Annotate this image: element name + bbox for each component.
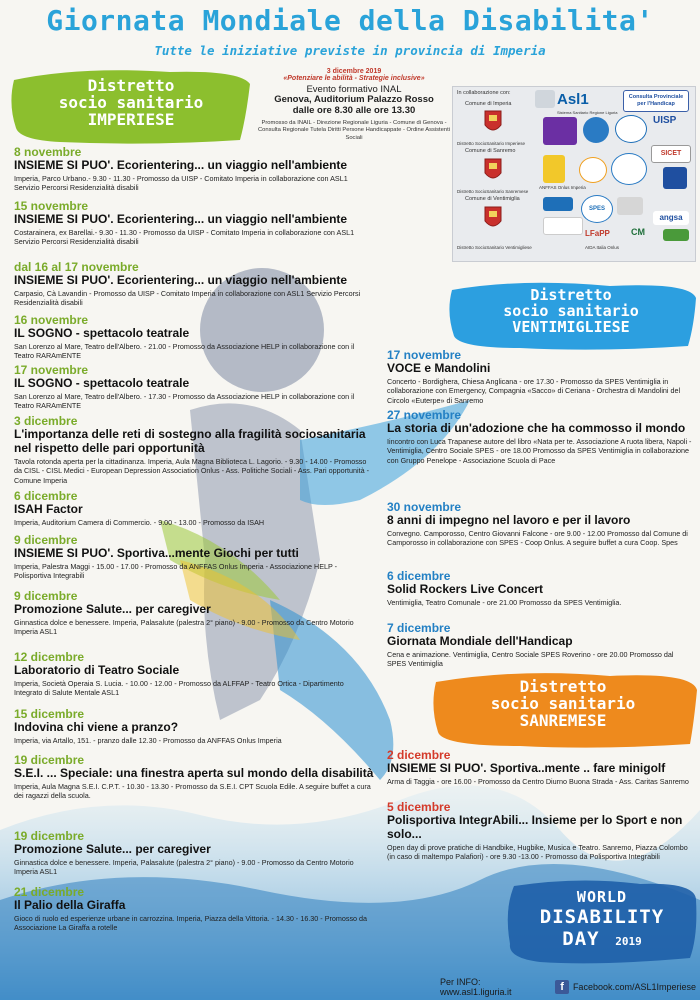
event-item	[387, 570, 692, 607]
comune-sanremo-label: Comune di Sanremo	[465, 148, 516, 154]
event-desc: Ginnastica dolce e benessere. Imperia, Palasalute (palestra 2° piano) - 9.00 - Promosso da Centro Motorio Imperia ASL1	[14, 617, 354, 637]
event-item	[14, 490, 374, 527]
district-line: Distretto	[530, 286, 612, 304]
aida-label: AIDA Italia Onlus	[585, 245, 620, 250]
lfapp-logo: LFaPP	[585, 229, 610, 238]
district-line: SANREMESE	[519, 710, 607, 730]
event-title: Promozione Salute... per caregiver	[14, 602, 211, 617]
partner-logo-icon	[663, 167, 687, 189]
event-date: 15 dicembre	[14, 707, 85, 721]
event-desc: Costarainera, ex Barellai.- 9.30 - 11.30 - Promosso da UISP - Comitato Imperia in collaborazione con ASL1 Servizio Percorsi Residenzialità disabili	[14, 227, 355, 247]
district-imperiese-heading	[12, 72, 250, 142]
event-date: 9 dicembre	[14, 589, 78, 603]
district-line: Distretto	[87, 76, 175, 95]
event-title: INSIEME SI PUO'. Ecorientering... un viaggio nell'ambiente	[14, 212, 348, 227]
event-item	[14, 200, 374, 247]
wdd-line2: DISABILITY	[539, 906, 665, 928]
event-title: Giornata Mondiale dell'Handicap	[387, 634, 573, 649]
event-item	[14, 590, 374, 637]
event-title: Indovina chi viene a pranzo?	[14, 720, 179, 735]
cm-logo: CM	[631, 227, 645, 237]
wdd-line3: DAY	[562, 928, 600, 950]
comune-imperia-label: Comune di Imperia	[465, 101, 512, 107]
facebook-page-link[interactable]: Facebook.com/ASL1Imperiese	[572, 982, 696, 992]
event-desc: Imperia, Aula Magna S.E.I. C.P.T. - 10.30 - 13.30 - Promosso da S.E.I. CPT Scuola Edile. A seguire buffet a cura dei ragazzi della scuola.	[14, 781, 371, 801]
partner-logo-icon	[543, 197, 573, 211]
event-title: ISAH Factor	[14, 502, 83, 517]
district-line: socio sanitario	[58, 92, 204, 112]
event-title: 8 anni di impegno nel lavoro e per il lavoro	[387, 513, 631, 528]
event-title: L'importanza delle reti di sostegno alla fragilità sociosanitaria nel rispetto delle pari opportunità	[14, 427, 366, 455]
event-desc: Gioco di ruolo ed esperienze urbane in carrozzina. Imperia, Piazza della Vittoria. - 14.30 - 16.30 - Promosso da Associazione La Giraffa a rotelle	[14, 913, 368, 933]
event-date: 27 novembre	[387, 408, 462, 422]
event-desc: Ginnastica dolce e benessere. Imperia, Palasalute (palestra 2° piano) - 9.00 - Promosso da Centro Motorio Imperia ASL1	[14, 857, 354, 877]
event-desc: Open day di prove pratiche di Handbike, Hugbike, Musica e Teatro. Sanremo, Piazza Colombo (in caso di maltempo Palafiori) - ore 9.30 -13.00 - Promosso da Polisportiva Integrabili	[387, 842, 688, 862]
consulta-logo: Consulta Provinciale per l'Handicap	[623, 90, 689, 112]
event-item	[14, 830, 374, 877]
inal-place: Genova, Auditorium Palazzo Rosso	[274, 94, 434, 105]
district-line: socio sanitario	[490, 693, 636, 713]
event-item	[14, 886, 374, 933]
event-title: INSIEME SI PUO'. Sportiva..mente .. fare minigolf	[387, 761, 666, 776]
event-title: Solid Rockers Live Concert	[387, 582, 544, 597]
partner-logos-panel	[452, 86, 696, 262]
facebook-icon[interactable]: f	[555, 980, 569, 994]
district-ventimigliese-heading	[448, 284, 694, 348]
event-date: 5 dicembre	[387, 800, 451, 814]
angsa-logo: angsa	[653, 211, 689, 225]
event-desc: Arma di Taggia - ore 16.00 - Promosso da Centro Diurno Buona Strada - Ass. Caritas Sanremo	[387, 776, 689, 786]
event-desc: Imperia, Parco Urbano.- 9.30 - 11.30 - Promosso da UISP - Comitato Imperia in collaborazione con ASL1 Servizio Percorsi Residenzialità disabili	[14, 173, 348, 193]
event-date: 30 novembre	[387, 500, 462, 514]
ventimiglia-crest-icon	[483, 205, 503, 231]
event-desc: Convegno. Camporosso, Centro Giovanni Falcone - ore 9.00 - 12.00 Promosso dal Comune di Camporosso in collaborazione con SPES - Coop Onlus. A seguire buffet a cura Coop. Spes	[387, 528, 688, 548]
event-date: 16 novembre	[14, 313, 89, 327]
event-title: Polisportiva IntegrAbili... Insieme per lo Sport e non solo...	[387, 813, 683, 841]
event-title: Promozione Salute... per caregiver	[14, 842, 211, 857]
event-desc: San Lorenzo al Mare, Teatro dell'Albero. - 21.00 - Promosso da Associazione HELP in collaborazione con il Teatro RARAmENTE	[14, 341, 355, 361]
event-desc: Imperia, Auditorium Camera di Commercio. - 9.00 - 13.00 - Promosso da ISAH	[14, 517, 265, 527]
uisp-logo: UISP	[653, 115, 677, 126]
event-desc: Concerto - Bordighera, Chiesa Anglicana - ore 17.30 - Promosso da SPES Ventimiglia in collaborazione con Emergency, Compagnia «Sacco» di Ceriana - Orchestra di Mandolini del Circolo «Euterpe» di Sanremo	[387, 376, 681, 405]
event-title: Laboratorio di Teatro Sociale	[14, 663, 180, 678]
event-item	[387, 409, 692, 465]
partner-logo-icon	[583, 117, 609, 143]
partner-logo-icon	[579, 157, 607, 183]
partner-logo-icon	[663, 229, 689, 241]
event-title: S.E.I. ... Speciale: una finestra aperta sul mondo della disabilità	[14, 766, 374, 781]
event-date: 6 dicembre	[387, 569, 451, 583]
liguria-logo-icon	[535, 90, 555, 108]
logos-intro: In collaborazione con:	[457, 90, 511, 96]
district-line: socio sanitario	[503, 301, 639, 320]
imperia-crest-icon	[483, 109, 503, 135]
anffas-label: ANFFAS Onlus Imperia	[539, 185, 586, 190]
event-item	[387, 749, 692, 786]
footer-info-link[interactable]: Per INFO: www.asl1.liguria.it	[440, 977, 512, 997]
event-date: 8 novembre	[14, 145, 82, 159]
event-desc: Imperia, Società Operaia S. Lucia. - 10.00 - 12.00 - Promosso da ALFFAP - Teatro Ortica - Dipartimento Integrato di Salute Mentale ASL1	[14, 678, 344, 698]
partner-logo-icon	[543, 217, 583, 235]
inal-note: Promosso da INAIL - Direzione Regionale Liguria - Comune di Genova - Consulta Regionale Tutela Diritti Persone Handicappate - Ordine Assistenti Sociali	[257, 119, 451, 141]
sicet-logo: SICET	[651, 145, 691, 163]
event-title: INSIEME SI PUO'. Ecorientering... un viaggio nell'ambiente	[14, 158, 348, 173]
sanremo-crest-icon	[483, 157, 503, 183]
district-line: Distretto	[519, 677, 607, 696]
event-date: 17 novembre	[14, 363, 89, 377]
asl1-logo: Asl1	[557, 91, 589, 108]
event-item	[14, 364, 374, 411]
event-item	[14, 708, 374, 745]
world-disability-day-badge	[510, 882, 694, 962]
event-title: INSIEME SI PUO'. Ecorientering... un viaggio nell'ambiente	[14, 273, 348, 288]
event-date: dal 16 al 17 novembre	[14, 260, 139, 274]
district-line: VENTIMIGLIESE	[512, 317, 630, 336]
footer	[440, 978, 696, 996]
event-item	[14, 534, 374, 581]
event-item	[14, 651, 374, 698]
district-line: IMPERIESE	[87, 109, 175, 129]
event-item	[14, 314, 374, 361]
event-item	[387, 349, 692, 405]
inal-slogan: «Potenziare le abilità - Strategie inclusive»	[283, 75, 425, 82]
event-desc: Imperia, via Artallo, 151. - pranzo dalle 12.30 - Promosso da ANFFAS Onlus Imperia	[14, 735, 282, 745]
event-date: 21 dicembre	[14, 885, 85, 899]
event-desc: Cena e animazione. Ventimiglia, Centro Sociale SPES Roverino - ore 20.00 Promosso dal SPES Ventimiglia	[387, 649, 674, 669]
event-title: INSIEME SI PUO'. Sportiva...mente Giochi per tutti	[14, 546, 299, 561]
event-title: IL SOGNO - spettacolo teatrale	[14, 326, 190, 341]
event-desc: Iincontro con Luca Trapanese autore del libro «Nata per te. Associazione A ruota libera, Napoli - Ventimiglia, Centro Sociale SPES - ore 18.00 Promosso da SPES Ventimiglia in collaborazione con Gruppo Penelope - Associazione Scuola di Pace	[387, 436, 692, 465]
event-date: 15 novembre	[14, 199, 89, 213]
page-subtitle: Tutte le iniziative previste in provincia di Imperia	[154, 43, 546, 58]
event-title: IL SOGNO - spettacolo teatrale	[14, 376, 190, 391]
distretto-sanremese-label: Distretto SocioSanitario Sanremese	[457, 189, 529, 194]
event-item	[387, 501, 692, 548]
inal-time: dalle ore 8.30 alle ore 13.30	[292, 104, 416, 116]
event-desc: Carpasio, Cà Lavandin - Promosso da UISP - Comitato Imperia in collaborazione con ASL1 Servizio Percorsi Residenzialità disabili	[14, 288, 361, 308]
event-date: 2 dicembre	[387, 748, 451, 762]
event-title: La storia di un'adozione che ha commosso il mondo	[387, 421, 686, 436]
partner-logo-icon	[617, 197, 643, 215]
event-item	[387, 801, 692, 862]
partner-logo-icon	[615, 115, 647, 143]
asl1-subtitle: Sistema Sanitario Regione Liguria	[557, 110, 618, 115]
event-desc: Imperia, Palestra Maggi - 15.00 - 17.00 - Promosso da ANFFAS Onlus Imperia - Associazione HELP - Polisportiva Integrabili	[14, 561, 338, 581]
wdd-year: 2019	[615, 935, 642, 948]
inal-date: 3 dicembre 2019	[326, 68, 382, 75]
wdd-line1: WORLD	[576, 888, 628, 906]
distretto-ventimigliese-label: Distretto SocioSanitario Ventimigliese	[457, 245, 532, 250]
event-item	[387, 622, 692, 669]
anffas-logo-icon	[543, 155, 565, 183]
event-item	[14, 415, 374, 485]
event-desc: Ventimiglia, Teatro Comunale - ore 21.00 Promosso da SPES Ventimiglia.	[387, 597, 622, 607]
event-date: 3 dicembre	[14, 414, 78, 428]
event-item	[14, 261, 374, 308]
event-date: 19 dicembre	[14, 829, 85, 843]
event-desc: Tavola rotonda aperta per la cittadinanza. Imperia, Aula Magna Biblioteca L. Lagorio. - 9.30 - 14.00 - Promosso da CISL - CISL Medici - European Depression Association Onlus - Ass. Politiche Sociali - Ass. Pari opportunità - Comune Imperia	[14, 456, 370, 485]
event-date: 17 novembre	[387, 348, 462, 362]
district-sanremese-heading	[432, 675, 694, 745]
event-date: 12 dicembre	[14, 650, 85, 664]
event-item	[14, 146, 374, 193]
distretto-imperiese-label: Distretto SocioSanitario Imperiese	[457, 141, 526, 146]
partner-logo-icon	[611, 153, 647, 185]
comune-ventimiglia-label: Comune di Ventimiglia	[465, 196, 520, 202]
event-date: 7 dicembre	[387, 621, 451, 635]
event-date: 6 dicembre	[14, 489, 78, 503]
spes-logo: SPES	[581, 195, 613, 223]
event-title: Il Palio della Giraffa	[14, 898, 126, 913]
inal-event-box	[256, 68, 452, 142]
inal-event: Evento formativo INAL	[306, 84, 402, 95]
partner-logo-icon	[543, 117, 577, 145]
event-date: 9 dicembre	[14, 533, 78, 547]
event-item	[14, 754, 374, 801]
event-date: 19 dicembre	[14, 753, 85, 767]
event-desc: San Lorenzo al Mare, Teatro dell'Albero. - 17.30 - Promosso da Associazione HELP in collaborazione con il Teatro RARAmENTE	[14, 391, 355, 411]
event-title: VOCE e Mandolini	[387, 361, 491, 376]
page-title: Giornata Mondiale della Disabilita'	[46, 4, 654, 37]
